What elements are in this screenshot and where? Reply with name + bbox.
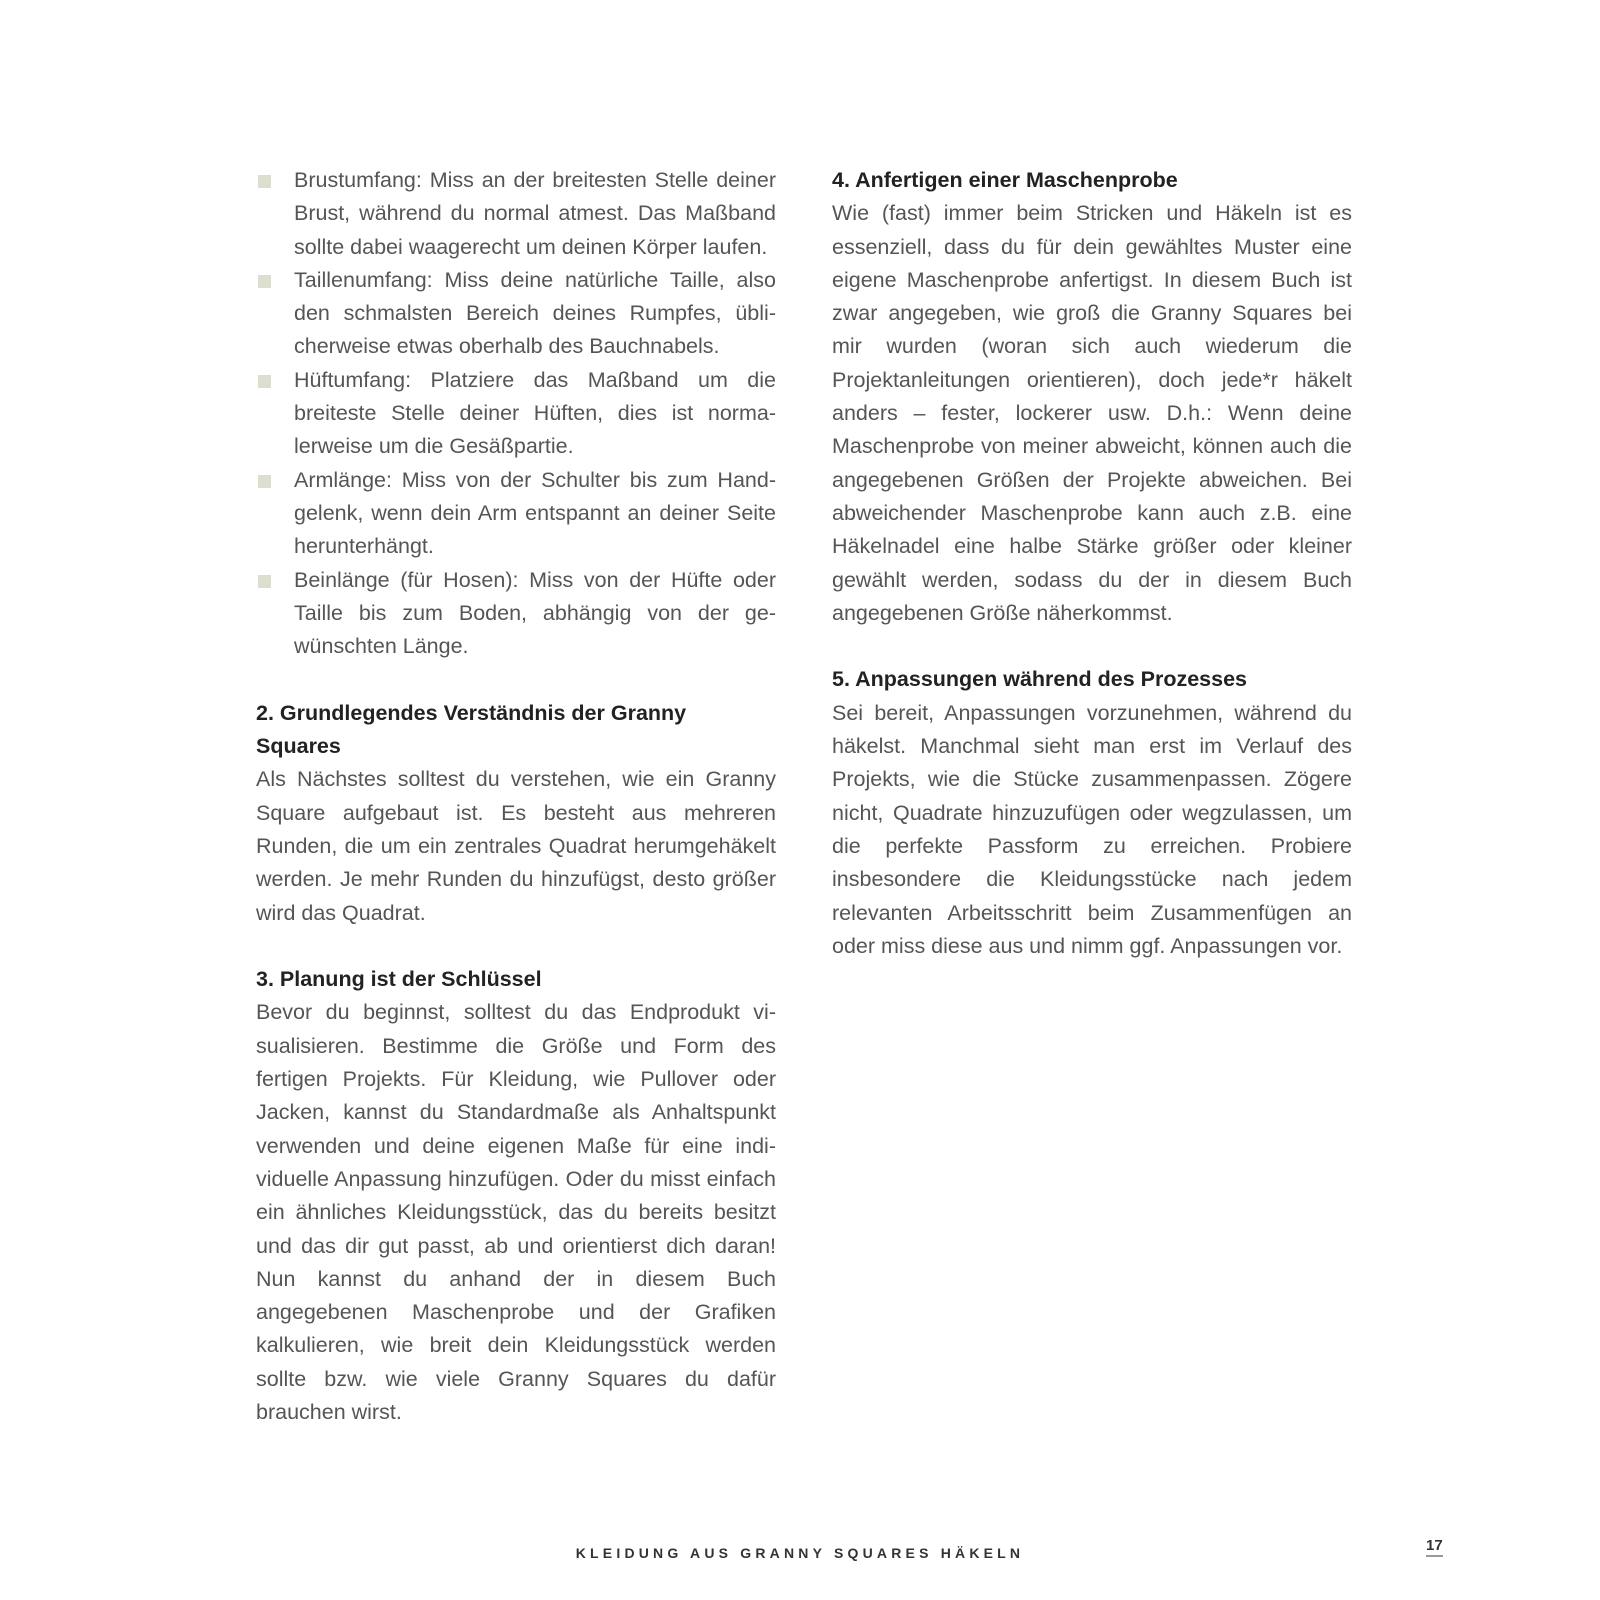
section-paragraph: Bevor du beginnst, solltest du das Endprodukt visualisieren. Bestimme die Größe und Form des fertigen Projekts. Für Kleidung, wie Pullover oder Jacken, kannst du Standardmaße als Anhaltspunkt verwenden und deine eigenen Maße für eine individuelle Anpassung hinzufügen. Oder du misst einfach ein ähnliches Kleidungsstück, das du bereits besitzt und das dir gut passt, ab und orientierst dich daran! Nun kannst du anhand der in diesem Buch angegebenen Maschenprobe und der Grafiken kalkulieren, wie breit dein Kleidungsstück werden sollte bzw. wie viele Granny Squares du dafür brauchen wirst.	[256, 1000, 776, 1424]
list-item	[256, 164, 776, 264]
square-bullet-icon	[258, 275, 271, 288]
list-item-text: Hüftumfang: Platziere das Maßband um die breiteste Stelle deiner Hüften, dies ist normalerweise um die Gesäßpartie.	[294, 367, 776, 459]
list-item-text: Beinlänge (für Hosen): Miss von der Hüfte oder Taille bis zum Boden, abhängig von der gewünschten Länge.	[294, 567, 776, 659]
section-gauge-swatch	[832, 164, 1352, 630]
section-paragraph: Wie (fast) immer beim Stricken und Häkeln ist es essenziell, dass du für dein gewähltes Muster eine eigene Maschenprobe anfertigst. In diesem Buch ist zwar angegeben, wie groß die Granny Squares bei mir wurden (woran sich auch wiederum die Projektanleitungen orientieren), doch jede*r häkelt anders – fester, lockerer usw. D.h.: Wenn deine Maschenprobe von meiner abweicht, können auch die angegebenen Größen der Projekte abweichen. Bei abweichender Maschenprobe kann auch z.B. eine Häkelnadel eine halbe Stärke größer oder kleiner gewählt werden, sodass du der in diesem Buch angegebenen Größe näherkommst.	[832, 201, 1352, 625]
list-item-text: Armlänge: Miss von der Schulter bis zum Handgelenk, wenn dein Arm entspannt an deiner Seite herunterhängt.	[294, 467, 776, 559]
list-item	[256, 564, 776, 664]
running-footer-title: KLEIDUNG AUS GRANNY SQUARES HÄKELN	[575, 1545, 1025, 1561]
section-paragraph: Als Nächstes solltest du verstehen, wie ein Granny Square aufgebaut ist. Es besteht aus mehreren Runden, die um ein zentrales Quadrat herumgehäkelt werden. Je mehr Runden du hinzufügst, desto größer wird das Quadrat.	[256, 767, 776, 925]
list-item-text: Brustumfang: Miss an der breitesten Stelle deiner Brust, während du normal atmest. Das Maßband sollte dabei waagerecht um deinen Körper laufen.	[294, 168, 776, 259]
right-column	[832, 164, 1352, 963]
list-item	[256, 364, 776, 464]
section-heading: 2. Grundlegendes Verständnis der Granny Squares	[256, 700, 687, 759]
section-heading: 5. Anpassungen während des Prozesses	[832, 667, 1248, 692]
page-number: 17	[1426, 1537, 1443, 1557]
section-adjustments	[832, 663, 1352, 963]
square-bullet-icon	[258, 575, 271, 588]
square-bullet-icon	[258, 175, 271, 188]
list-item-text: Taillenumfang: Miss deine natürliche Taille, also den schmalsten Bereich deines Rumpfes, üblicherweise etwas oberhalb des Bauchnabels.	[294, 267, 776, 359]
measurement-list	[256, 164, 776, 663]
section-paragraph: Sei bereit, Anpassungen vorzunehmen, während du häkelst. Manchmal sieht man erst im Verlauf des Projekts, wie die Stücke zusammenpassen. Zögere nicht, Quadrate hinzuzufügen oder wegzulassen, um die perfekte Passform zu erreichen. Probiere insbesondere die Kleidungsstücke nach jedem relevanten Arbeitsschritt beim Zusammenfügen an oder miss diese aus und nimm ggf. Anpassungen vor.	[832, 700, 1352, 958]
section-granny-square-basics	[256, 697, 776, 930]
square-bullet-icon	[258, 475, 271, 488]
left-column	[256, 164, 776, 1429]
section-planning	[256, 963, 776, 1429]
section-heading: 4. Anfertigen einer Maschenprobe	[832, 168, 1178, 192]
list-item	[256, 264, 776, 364]
square-bullet-icon	[258, 375, 271, 388]
list-item	[256, 464, 776, 564]
section-heading: 3. Planung ist der Schlüssel	[256, 967, 542, 992]
